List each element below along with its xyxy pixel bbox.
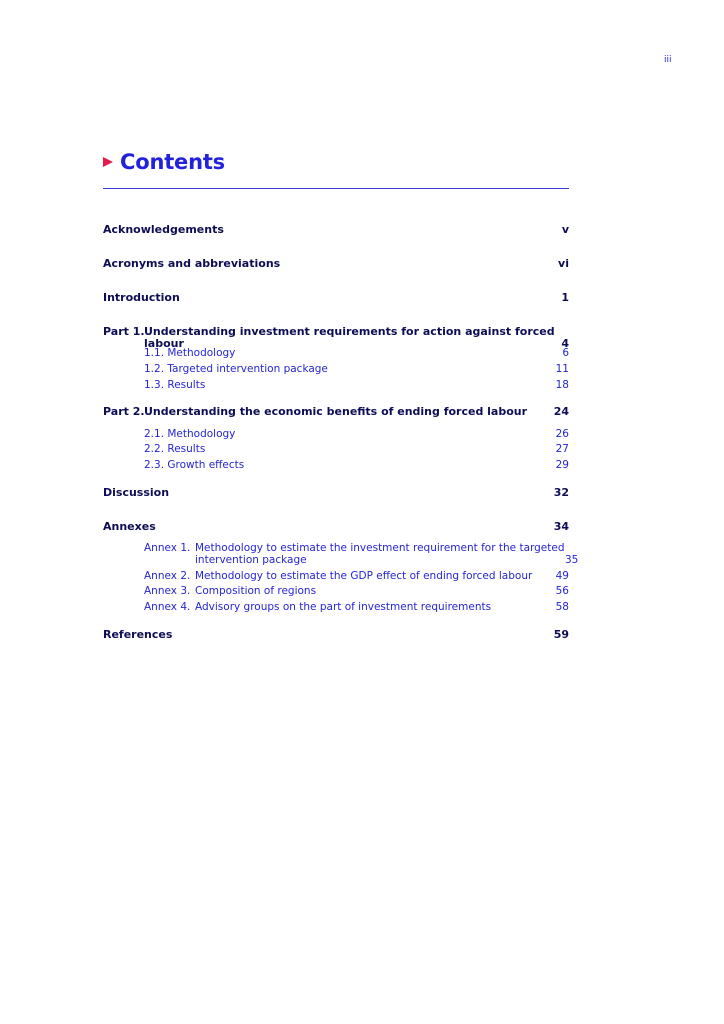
toc-entry-page: 24	[553, 405, 569, 418]
toc-entry-references[interactable]	[103, 629, 569, 641]
toc-part-label: Part 2.	[103, 405, 145, 418]
toc-part-label: Part 1.	[103, 325, 145, 338]
toc-subentry-2-1[interactable]	[103, 428, 569, 440]
page-title: Contents	[120, 150, 225, 174]
toc-subentry-annex-1[interactable]	[103, 542, 579, 566]
toc-annex-label: Annex 2.	[144, 570, 191, 582]
toc-subentry-annex-2[interactable]	[103, 570, 569, 582]
toc-subentry-annex-4[interactable]	[103, 601, 569, 613]
toc-entry-page: 58	[555, 601, 569, 613]
toc-subentry-1-1[interactable]	[103, 347, 569, 359]
toc-annex-title: Advisory groups on the part of investment requirements	[195, 601, 492, 613]
toc-entry-title: Discussion	[103, 486, 170, 499]
triangle-arrow-icon	[103, 157, 113, 167]
toc-annex-title: Composition of regions	[195, 585, 317, 597]
toc-entry-annexes[interactable]	[103, 521, 569, 533]
toc-entry-page: 18	[555, 379, 569, 391]
toc-entry-title: Understanding the economic benefits of ending forced labour	[144, 405, 528, 418]
toc-entry-page: 11	[555, 363, 569, 375]
toc-entry-page: 35	[565, 554, 579, 566]
page-number: iii	[664, 55, 672, 65]
toc-entry-page: v	[561, 223, 569, 236]
toc-annex-label: Annex 4.	[144, 601, 191, 613]
toc-annex-label: Annex 1.	[144, 542, 191, 554]
toc-subentry-annex-3[interactable]	[103, 585, 569, 597]
toc-entry-title: Acknowledgements	[103, 223, 224, 236]
toc-entry-page: 4	[561, 337, 569, 350]
toc-entry-page: 59	[553, 628, 569, 641]
toc-entry-page: 6	[562, 347, 569, 359]
toc-entry-title: 2.2. Results	[144, 443, 206, 455]
toc-annex-label: Annex 3.	[144, 585, 191, 597]
toc-entry-title: 1.1. Methodology	[144, 347, 236, 359]
toc-entry-title: Acronyms and abbreviations	[103, 257, 281, 270]
toc-entry-title: 2.1. Methodology	[144, 428, 236, 440]
toc-entry-title: 1.2. Targeted intervention package	[144, 363, 328, 375]
toc-subentry-2-2[interactable]	[103, 443, 569, 455]
toc-entry-acknowledgements[interactable]	[103, 224, 569, 236]
toc-entry-page: 26	[555, 428, 569, 440]
toc-entry-title: Introduction	[103, 291, 180, 304]
toc-annex-title-line2: intervention package	[195, 554, 307, 566]
toc-entry-page: 29	[555, 459, 569, 471]
toc-entry-title: 2.3. Growth effects	[144, 459, 245, 471]
toc-subentry-2-3[interactable]	[103, 459, 569, 471]
heading-divider	[103, 188, 569, 189]
toc-entry-title: 1.3. Results	[144, 379, 206, 391]
toc-entry-page: vi	[558, 257, 569, 270]
toc-entry-page: 32	[553, 486, 569, 499]
toc-entry-introduction[interactable]	[103, 292, 569, 304]
toc-entry-title: Understanding investment requirements for action against forced labour	[144, 325, 555, 350]
toc-entry-acronyms[interactable]	[103, 258, 569, 270]
toc-entry-title: References	[103, 628, 173, 641]
toc-subentry-1-3[interactable]	[103, 379, 569, 391]
toc-entry-page: 49	[555, 570, 569, 582]
toc-annex-title	[195, 542, 565, 566]
toc-entry-page: 56	[555, 585, 569, 597]
toc-entry-part2[interactable]	[103, 406, 569, 418]
toc-entry-discussion[interactable]	[103, 487, 569, 499]
toc-annex-title-line1: Methodology to estimate the investment requirement for the targeted	[195, 542, 565, 554]
toc-subentry-1-2[interactable]	[103, 363, 569, 375]
toc-annex-title: Methodology to estimate the GDP effect of ending forced labour	[195, 570, 533, 582]
toc-entry-page: 1	[561, 291, 569, 304]
toc-entry-title: Annexes	[103, 520, 156, 533]
toc-entry-page: 34	[553, 520, 569, 533]
toc-entry-page: 27	[555, 443, 569, 455]
contents-heading	[103, 150, 225, 174]
